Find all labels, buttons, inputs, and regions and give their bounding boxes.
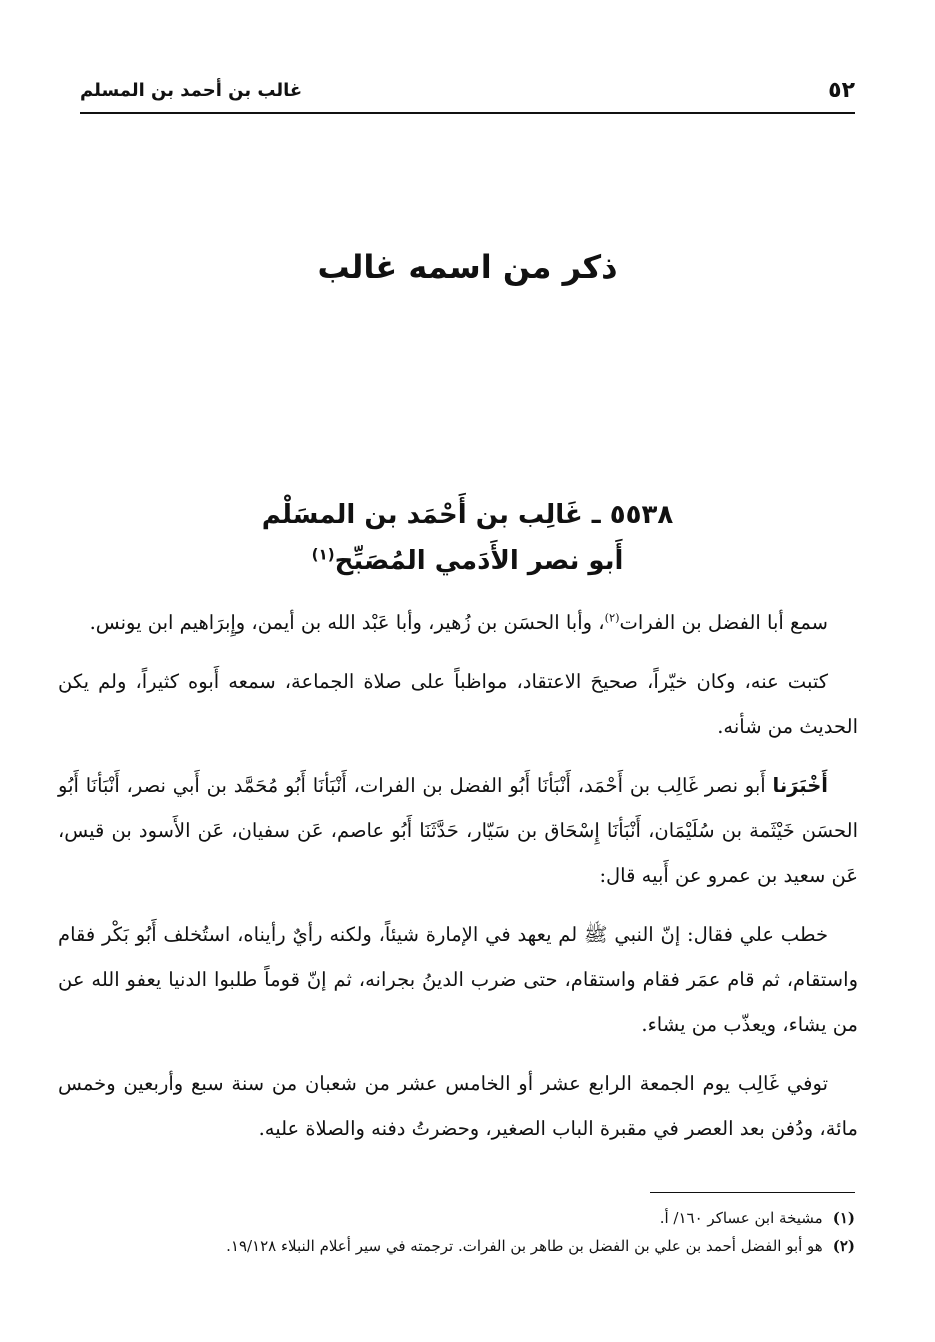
paragraph-teachers-b: ، وأبا الحسَن بن زُهير، وأبا عَبْد الله بن أيمن، وإِبرَاهيم ابن يونس.: [89, 611, 605, 634]
paragraph-teachers: [58, 600, 858, 645]
footnote-rule: [650, 1192, 855, 1193]
entry-heading-kunya: [80, 538, 855, 584]
paragraph-hadith: خطب علي فقال: إنّ النبي ﷺ لم يعهد في الإمارة شيئاً، ولكنه رأيٌ رأيناه، استُخلف أَبُو بَكْر فقام واستقام، ثم قام عمَر فقام واستقام، حتى ضرب الدينُ بجرانه، ثم إنّ قوماً طلبوا الدنيا يعفو الله عن من يشاء، ويعذّب من يشاء.: [58, 923, 858, 1036]
paragraph-death: توفي غَالِب يوم الجمعة الرابع عشر أو الخامس عشر من شعبان من سنة سبع وأربعين وخمس مائة، ودُفن بعد العصر في مقبرة الباب الصغير، وحضرتُ دفنه والصلاة عليه.: [58, 1072, 858, 1140]
page-header: [80, 72, 855, 112]
isnad-text: أَبو نصر غَالِب بن أَحْمَد، أَنْبَأنَا أَبُو الفضل بن الفرات، أَنْبَأنَا أَبُو مُحَمَّد بن أَبي نصر، أَنْبَأنَا أَبُو الحسَن خَيْثَمة بن سُلَيْمَان، أَنْبَأنَا إِسْحَاق بن سَيّار، حَدَّثَنَا أَبُو عاصم، عَن سفيان، عَن الأَسود بن قيس، عَن سعيد بن عمرو عن أَبيه قال:: [58, 774, 858, 887]
paragraph-teachers-a: سمع أبا الفضل بن الفرات: [619, 611, 828, 634]
header-rule: [80, 112, 855, 114]
entry-heading: [80, 492, 855, 584]
footnote-ref-1: (١): [311, 545, 335, 564]
footnote-1: [80, 1204, 855, 1232]
entry-heading-kunya-text: أَبو نصر الأَدَمي المُصَبِّح: [334, 546, 624, 576]
footnote-2: [80, 1232, 855, 1260]
footnote-ref-2: (٢): [604, 611, 620, 625]
footnotes: [80, 1204, 855, 1260]
footnote-2-text: هو أبو الفضل أحمد بن علي بن الفضل بن طاهر بن الفرات. ترجمته في سير أعلام النبلاء ١٩/١٢٨.: [226, 1237, 823, 1255]
body-text: [58, 600, 858, 1165]
footnote-1-number: (١): [832, 1209, 855, 1227]
footnote-2-number: (٢): [832, 1237, 855, 1255]
footnote-1-text: مشيخة ابن عساكر ١٦٠/ أ.: [659, 1209, 823, 1227]
paragraph-isnad: [58, 763, 858, 898]
running-title: غالب بن أحمد بن المسلم: [80, 80, 303, 101]
page-number: ٥٢: [828, 78, 855, 103]
section-title: ذكر من اسمه غالب: [317, 248, 618, 286]
isnad-lead-word: أَخْبَرَنا: [772, 774, 828, 797]
paragraph-description: كتبت عنه، وكان خيّراً، صحيحَ الاعتقاد، مواظباً على صلاة الجماعة، سمعه أَبوه كثيراً، ولم يكن الحديث من شأنه.: [58, 670, 858, 738]
entry-heading-name: ٥٥٣٨ ـ غَالِب بن أَحْمَد بن المسَلْم: [261, 500, 674, 530]
